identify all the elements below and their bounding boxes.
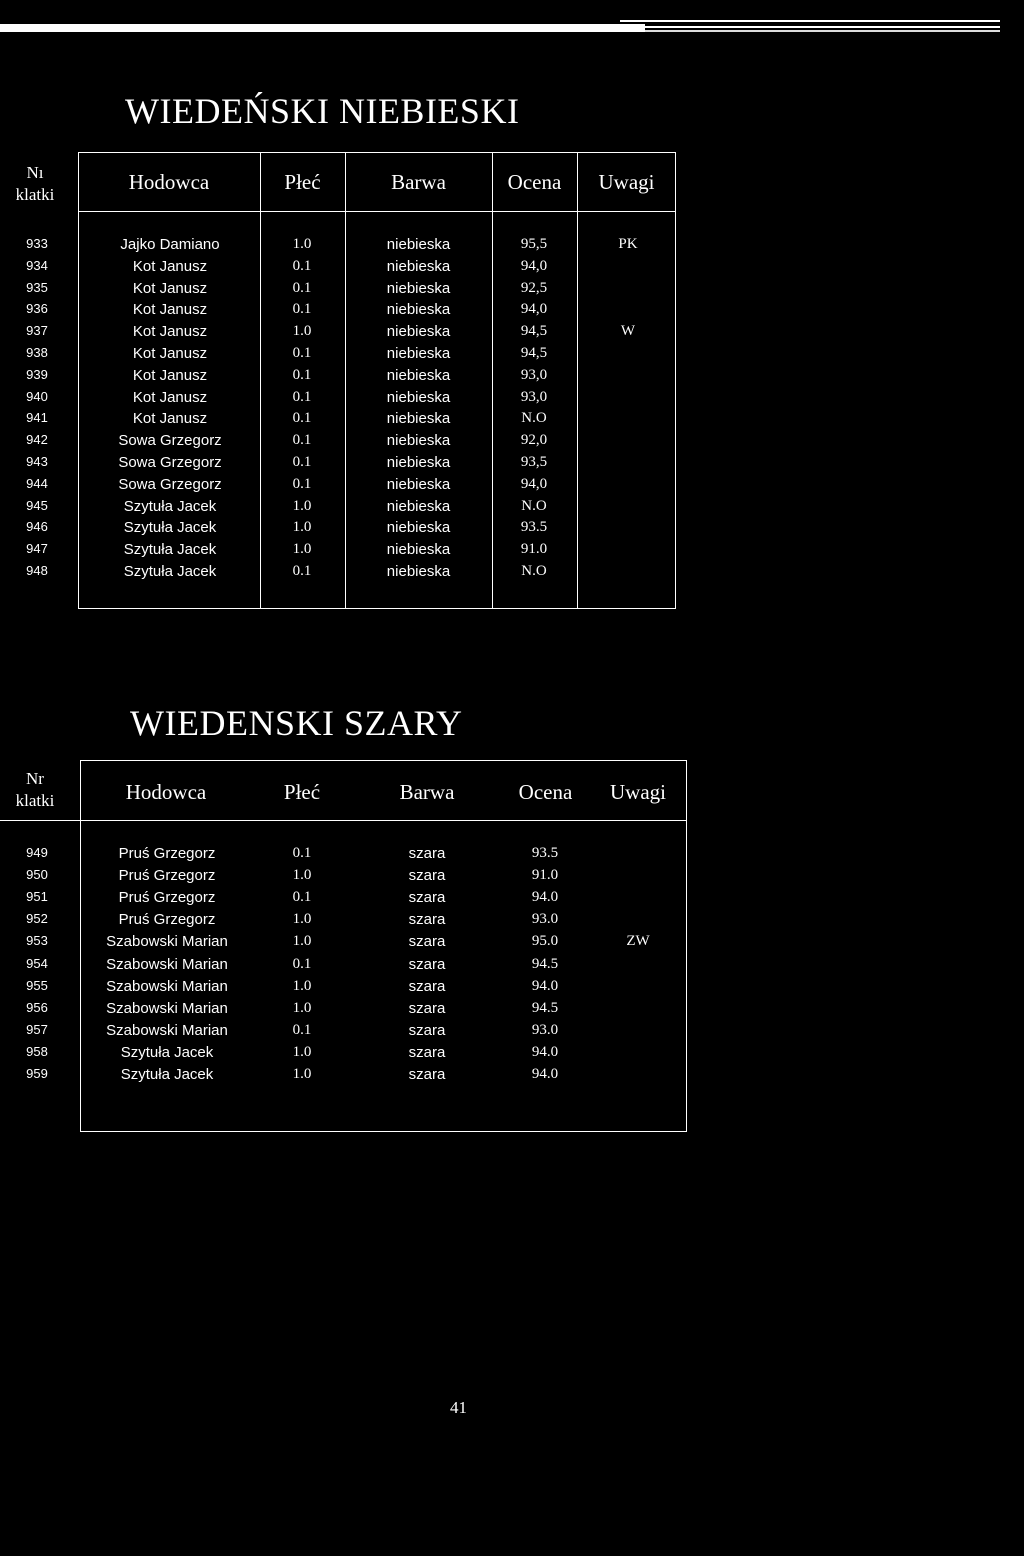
cell-barwa: niebieska bbox=[386, 410, 451, 428]
cell-ocena: 93,5 bbox=[520, 454, 548, 470]
cell-plec: 1.0 bbox=[292, 1066, 312, 1082]
cell-barwa: niebieska bbox=[386, 279, 451, 297]
cell-plec: 1.0 bbox=[292, 867, 312, 884]
cell-barwa: niebieska bbox=[386, 236, 451, 253]
cell-plec: 0.1 bbox=[292, 955, 312, 972]
cell-hodowca: Szabowski Marian bbox=[106, 977, 228, 995]
table-row bbox=[0, 911, 1024, 933]
table-row bbox=[0, 280, 1024, 302]
cell-hodowca: Pruś Grzegorz bbox=[118, 867, 216, 885]
table-row bbox=[0, 1022, 1024, 1044]
cell-plec: 0.1 bbox=[292, 345, 312, 361]
section-title-szary: WIEDENSKI SZARY bbox=[130, 703, 463, 743]
cell-nr: 957 bbox=[26, 1021, 48, 1037]
cell-hodowca: Kot Janusz bbox=[132, 388, 208, 406]
table-row bbox=[0, 933, 1024, 955]
cell-ocena: 95.0 bbox=[531, 933, 559, 950]
cell-hodowca: Pruś Grzegorz bbox=[118, 889, 216, 907]
cell-barwa: niebieska bbox=[386, 475, 451, 493]
cell-plec: 1.0 bbox=[292, 999, 312, 1016]
cell-plec: 0.1 bbox=[292, 257, 312, 274]
cell-hodowca: Szabowski Marian bbox=[106, 999, 228, 1017]
cell-nr: 935 bbox=[26, 279, 48, 295]
cell-ocena: 92,5 bbox=[520, 279, 548, 296]
cell-barwa: szara bbox=[408, 845, 446, 862]
table-row bbox=[0, 454, 1024, 476]
cell-barwa: szara bbox=[408, 889, 446, 907]
cell-hodowca: Pruś Grzegorz bbox=[118, 845, 216, 862]
cell-hodowca: Szytuła Jacek bbox=[123, 519, 217, 537]
cell-nr: 958 bbox=[26, 1043, 48, 1059]
cell-ocena: 94,5 bbox=[520, 323, 548, 340]
table-row bbox=[0, 258, 1024, 280]
cell-ocena: 93.5 bbox=[520, 519, 548, 536]
cell-ocena: 93,0 bbox=[520, 388, 548, 405]
table-row bbox=[0, 519, 1024, 541]
cell-ocena: 94,0 bbox=[520, 475, 548, 492]
cell-ocena: 94.0 bbox=[531, 977, 559, 994]
cell-ocena: 93.0 bbox=[531, 911, 559, 928]
cell-barwa: niebieska bbox=[386, 454, 451, 471]
cell-hodowca: Szabowski Marian bbox=[106, 955, 228, 973]
cell-hodowca: Szabowski Marian bbox=[106, 1021, 228, 1039]
cell-barwa: niebieska bbox=[386, 323, 451, 341]
table-row bbox=[0, 301, 1024, 323]
top-rule bbox=[0, 20, 1000, 34]
cell-plec: 1.0 bbox=[292, 1043, 312, 1060]
cell-uwagi: ZW bbox=[626, 933, 650, 950]
page-number: 41 bbox=[450, 1398, 467, 1417]
cell-ocena: 93.0 bbox=[531, 1021, 559, 1038]
cell-plec: 0.1 bbox=[292, 1021, 312, 1038]
table-row bbox=[0, 1000, 1024, 1022]
cell-nr: 946 bbox=[26, 519, 48, 535]
cell-nr: 947 bbox=[26, 541, 48, 557]
cell-plec: 0.1 bbox=[292, 475, 312, 492]
cell-nr: 959 bbox=[26, 1066, 48, 1081]
nr-klatki-header: Nr klatki bbox=[15, 769, 55, 810]
cell-ocena: 94.0 bbox=[531, 889, 559, 906]
table-row bbox=[0, 889, 1024, 911]
header-plec: Płeć bbox=[283, 780, 321, 804]
header-uwagi: Uwagi bbox=[598, 170, 655, 194]
cell-nr: 936 bbox=[26, 301, 48, 317]
cell-hodowca: Kot Janusz bbox=[132, 410, 208, 428]
cell-hodowca: Szytuła Jacek bbox=[123, 563, 217, 580]
cell-plec: 1.0 bbox=[292, 236, 312, 252]
cell-ocena: 93.5 bbox=[531, 845, 559, 861]
cell-plec: 0.1 bbox=[292, 366, 312, 383]
cell-hodowca: Szabowski Marian bbox=[106, 933, 228, 951]
cell-uwagi: W bbox=[620, 323, 636, 340]
cell-ocena: 94.0 bbox=[531, 1043, 559, 1060]
header-barwa: Barwa bbox=[399, 780, 455, 804]
table-row bbox=[0, 978, 1024, 1000]
cell-hodowca: Sowa Grzegorz bbox=[118, 475, 222, 493]
table-row bbox=[0, 867, 1024, 889]
table-row bbox=[0, 476, 1024, 498]
cell-barwa: niebieska bbox=[386, 366, 451, 384]
cell-ocena: 91.0 bbox=[520, 541, 548, 558]
cell-nr: 944 bbox=[26, 475, 48, 491]
cell-plec: 1.0 bbox=[292, 933, 312, 950]
cell-barwa: niebieska bbox=[386, 519, 451, 537]
header-ocena: Ocena bbox=[507, 170, 562, 194]
cell-hodowca: Sowa Grzegorz bbox=[118, 454, 222, 471]
cell-plec: 1.0 bbox=[292, 323, 312, 340]
cell-plec: 0.1 bbox=[292, 563, 312, 579]
cell-barwa: szara bbox=[408, 1066, 446, 1083]
cell-barwa: szara bbox=[408, 1043, 446, 1061]
cell-plec: 0.1 bbox=[292, 454, 312, 470]
cell-plec: 1.0 bbox=[292, 977, 312, 994]
cell-nr: 956 bbox=[26, 999, 48, 1015]
cell-nr: 945 bbox=[26, 497, 48, 513]
cell-barwa: niebieska bbox=[386, 388, 451, 406]
cell-hodowca: Szytuła Jacek bbox=[120, 1043, 214, 1061]
cell-plec: 1.0 bbox=[292, 519, 312, 536]
cell-hodowca: Kot Janusz bbox=[132, 345, 208, 362]
table-row bbox=[0, 498, 1024, 520]
header-barwa: Barwa bbox=[391, 170, 446, 194]
cell-barwa: szara bbox=[408, 867, 446, 885]
cell-ocena: 92,0 bbox=[520, 432, 548, 449]
cell-nr: 955 bbox=[26, 977, 48, 993]
cell-barwa: niebieska bbox=[386, 497, 451, 515]
table-row bbox=[0, 845, 1024, 867]
cell-plec: 0.1 bbox=[292, 845, 312, 861]
header-uwagi: Uwagi bbox=[610, 780, 666, 804]
cell-plec: 1.0 bbox=[292, 541, 312, 558]
table-row bbox=[0, 389, 1024, 411]
cell-barwa: niebieska bbox=[386, 257, 451, 275]
cell-uwagi: PK bbox=[618, 236, 638, 252]
cell-plec: 0.1 bbox=[292, 410, 312, 427]
cell-ocena: N.O bbox=[521, 563, 547, 579]
cell-ocena: 94,0 bbox=[520, 301, 548, 318]
cell-plec: 0.1 bbox=[292, 301, 312, 318]
table-row bbox=[0, 236, 1024, 258]
cell-hodowca: Kot Janusz bbox=[132, 366, 208, 384]
cell-nr: 941 bbox=[26, 410, 48, 426]
cell-hodowca: Kot Janusz bbox=[132, 301, 208, 319]
cell-nr: 933 bbox=[26, 236, 48, 251]
nr-klatki-header: Nı klatki bbox=[15, 163, 55, 204]
cell-plec: 1.0 bbox=[292, 497, 312, 514]
cell-nr: 951 bbox=[26, 889, 48, 905]
cell-ocena: 94,0 bbox=[520, 257, 548, 274]
cell-ocena: 94.5 bbox=[531, 955, 559, 972]
cell-barwa: szara bbox=[408, 999, 446, 1017]
cell-nr: 939 bbox=[26, 366, 48, 382]
cell-plec: 1.0 bbox=[292, 911, 312, 928]
cell-plec: 0.1 bbox=[292, 432, 312, 449]
cell-nr: 948 bbox=[26, 563, 48, 578]
table-row bbox=[0, 1066, 1024, 1088]
cell-hodowca: Szytuła Jacek bbox=[120, 1066, 214, 1083]
cell-barwa: niebieska bbox=[386, 563, 451, 580]
cell-barwa: szara bbox=[408, 933, 446, 951]
cell-barwa: niebieska bbox=[386, 432, 451, 450]
table-row bbox=[0, 367, 1024, 389]
cell-nr: 950 bbox=[26, 867, 48, 883]
table-row bbox=[0, 541, 1024, 563]
cell-hodowca: Kot Janusz bbox=[132, 323, 208, 341]
cell-plec: 0.1 bbox=[292, 889, 312, 906]
section-title-niebieski: WIEDEŃSKI NIEBIESKI bbox=[125, 91, 520, 131]
cell-ocena: 91.0 bbox=[531, 867, 559, 884]
table-row bbox=[0, 345, 1024, 367]
table-row bbox=[0, 410, 1024, 432]
cell-hodowca: Jajko Damiano bbox=[120, 236, 220, 253]
cell-hodowca: Kot Janusz bbox=[132, 257, 208, 275]
cell-nr: 942 bbox=[26, 432, 48, 448]
table-row bbox=[0, 563, 1024, 585]
header-plec: Płeć bbox=[284, 170, 321, 194]
cell-nr: 954 bbox=[26, 955, 48, 971]
cell-ocena: 94.0 bbox=[531, 1066, 559, 1082]
table-row bbox=[0, 323, 1024, 345]
cell-plec: 0.1 bbox=[292, 388, 312, 405]
cell-barwa: szara bbox=[408, 977, 446, 995]
cell-hodowca: Sowa Grzegorz bbox=[118, 432, 222, 450]
header-ocena: Ocena bbox=[518, 780, 573, 804]
cell-plec: 0.1 bbox=[292, 279, 312, 296]
cell-nr: 952 bbox=[26, 911, 48, 927]
cell-hodowca: Szytuła Jacek bbox=[123, 497, 217, 515]
cell-nr: 938 bbox=[26, 345, 48, 360]
cell-hodowca: Kot Janusz bbox=[132, 279, 208, 297]
table-row bbox=[0, 432, 1024, 454]
cell-nr: 934 bbox=[26, 257, 48, 273]
cell-hodowca: Pruś Grzegorz bbox=[118, 911, 216, 929]
cell-ocena: N.O bbox=[521, 410, 547, 427]
cell-nr: 940 bbox=[26, 388, 48, 404]
cell-nr: 937 bbox=[26, 323, 48, 339]
table-row bbox=[0, 1044, 1024, 1066]
cell-hodowca: Szytuła Jacek bbox=[123, 541, 217, 559]
cell-barwa: szara bbox=[408, 1021, 446, 1039]
cell-ocena: 94.5 bbox=[531, 999, 559, 1016]
cell-ocena: 93,0 bbox=[520, 366, 548, 383]
cell-barwa: niebieska bbox=[386, 301, 451, 319]
header-hodowca: Hodowca bbox=[125, 780, 207, 804]
cell-barwa: niebieska bbox=[386, 541, 451, 559]
cell-nr: 949 bbox=[26, 845, 48, 860]
cell-nr: 943 bbox=[26, 454, 48, 469]
cell-barwa: szara bbox=[408, 955, 446, 973]
cell-ocena: N.O bbox=[521, 497, 547, 514]
cell-ocena: 94,5 bbox=[520, 345, 548, 361]
cell-barwa: szara bbox=[408, 911, 446, 929]
cell-ocena: 95,5 bbox=[520, 236, 548, 252]
header-hodowca: Hodowca bbox=[128, 170, 210, 194]
table-row bbox=[0, 956, 1024, 978]
cell-nr: 953 bbox=[26, 933, 48, 949]
cell-barwa: niebieska bbox=[386, 345, 451, 362]
